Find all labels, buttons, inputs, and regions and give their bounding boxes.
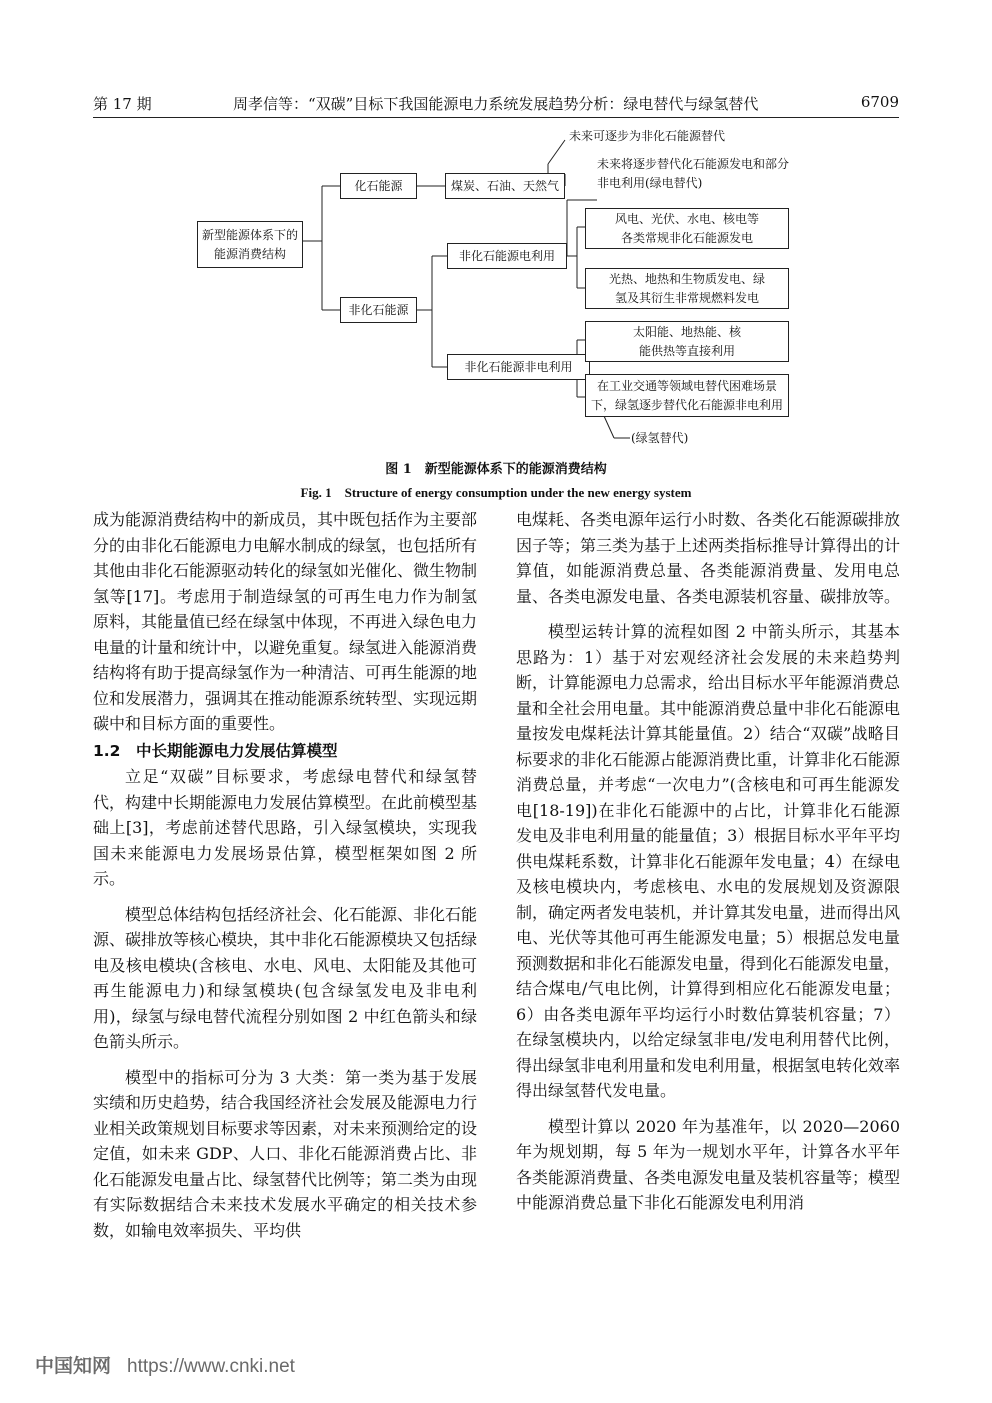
power-unconventional-label: 光热、地热和生物质发电、绿氢及其衍生非常规燃料发电 (608, 271, 765, 305)
note-green-power-replacement: 未来将逐步替代化石能源发电和部分非电利用(绿电替代) (597, 157, 790, 190)
note-green-hydrogen: (绿氢替代) (631, 431, 689, 445)
header-rule (93, 117, 899, 118)
fossil-items-node (445, 173, 565, 199)
right-paragraph-1: 电煤耗、各类电源年运行小时数、各类化石能源碳排放因子等；第三类为基于上述两类指标推导计算得出的计算值，如能源消费总量、各类能源消费量、发用电总量、各类电源发电量、各类电源装机容量、碳排放等。 (516, 510, 901, 606)
nonpower-direct-node (585, 321, 789, 362)
nonpower-use-label: 非化石能源非电利用 (464, 359, 573, 374)
nonfossil-label: 非化石能源 (348, 302, 409, 317)
right-column (516, 507, 900, 1216)
figure-caption-cn: 图 1 新型能源体系下的能源消费结构 (385, 462, 607, 477)
left-paragraph-4: 模型中的指标可分为 3 大类：第一类为基于发展实绩和历史趋势，结合我国经济社会发展及能源电力行业相关政策规划目标要求等因素，对未来预测给定的设定值，如未来 GDP、人口、非化石能源消费占比、非化石能源发电量占比、绿氢替代比例等；第二类为由现有实际数据结合未来技术发展水平确定的相关技术参数，如输电效率损失、平均供 (93, 1067, 478, 1240)
running-header (93, 93, 899, 115)
figure-connectors (0, 120, 992, 460)
power-conventional-node (585, 208, 789, 249)
left-paragraph-1: 成为能源消费结构中的新成员，其中既包括作为主要部分的由非化石能源电力电解水制成的绿氢，也包括所有其他由非化石能源驱动转化的绿氢如光催化、微生物制氢等[17]。考虑用于制造绿氢的可再生电力作为制氢原料，其能量值已经在绿氢中体现，不再进入绿色电力电量的计量和统计中，以避免重复。绿氢进入能源消费结构将有助于提高绿氢作为一种清洁、可再生能源的地位和发展潜力，强调其在推动能源系统转型、实现远期碳中和目标方面的重要性。 (93, 510, 478, 733)
power-use-label: 非化石能源电利用 (458, 248, 555, 263)
left-paragraph-2: 立足“双碳”目标要求，考虑绿电替代和绿氢替代，构建中长期能源电力发展估算模型。在此前模型基础上[3]，考虑前述替代思路，引入绿氢模块，实现我国未来能源电力发展场景估算，模型框架如图 2 所示。 (93, 767, 478, 888)
power-conventional-label: 风电、光伏、水电、核电等各类常规非化石能源发电 (614, 211, 759, 245)
figure-1 (0, 120, 992, 460)
nonpower-use-node (447, 354, 590, 380)
fossil-label: 化石能源 (354, 178, 403, 193)
watermark-site: 中国知网 (35, 1355, 112, 1377)
figure-caption-en: Fig. 1 Structure of energy consumption under the new energy system (300, 485, 692, 500)
left-paragraph-3: 模型总体结构包括经济社会、化石能源、非化石能源、碳排放等核心模块，其中非化石能源模块又包括绿电及核电模块(含核电、水电、风电、太阳能及其他可再生能源电力)和绿氢模块(包含绿氢发电及非电利用)，绿氢与绿电替代流程分别如图 2 中红色箭头和绿色箭头所示。 (93, 904, 478, 1051)
left-column (93, 507, 477, 1243)
issue-number: 第 17 期 (93, 95, 152, 113)
page-number: 6709 (860, 93, 899, 111)
nonpower-hydrogen-label: 在工业交通等领域电替代困难场景下，绿氢逐步替代化石能源非电利用 (590, 378, 783, 412)
right-paragraph-2: 模型运转计算的流程如图 2 中箭头所示，其基本思路为：1）基于对宏观经济社会发展的未来趋势判断，计算能源电力总需求，给出目标水平年能源消费总量和全社会用电量。其中能源消费总量中非化石能源电量按发电煤耗法计算其能量值。2）结合“双碳”战略目标要求的非化石能源占能源消费比重，计算非化石能源消费总量，并考虑“一次电力”(含核电和可再生能源发电[18-19])在非化石能源中的占比，计算非化石能源发电及非电利用量的能量值；3）根据目标水平年平均供电煤耗系数，计算非化石能源年发电量；4）在绿电及核电模块内，考虑核电、水电的发展规划及资源限制，确定两者发电装机，并计算其发电量，进而得出风电、光伏等其他可再生能源发电量；5）根据总发电量预测数据和非化石能源发电量，得到化石能源发电量，结合煤电/气电比例，计算得到相应化石能源发电量；6）由各类电源年平均运行小时数估算装机容量；7）在绿氢模块内，以给定绿氢非电/发电利用替代比例，得出绿氢非电利用量和发电利用量，根据氢电转化效率得出绿氢替代发电量。 (516, 622, 901, 1100)
nonfossil-node (340, 297, 417, 323)
nonpower-direct-label: 太阳能、地热能、核能供热等直接利用 (632, 324, 741, 358)
nonpower-hydrogen-node (585, 374, 789, 417)
right-paragraph-3: 模型计算以 2020 年为基准年，以 2020—2060 年为规划期，每 5 年为一规划水平年，计算各水平年各类能源消费量、各类电源发电量及装机容量等；模型中能源消费总量下非化石能源发电利用消 (516, 1116, 901, 1212)
watermark-url[interactable]: https://www.cnki.net (127, 1356, 295, 1377)
root-label: 新型能源体系下的能源消费结构 (201, 227, 298, 261)
running-title: 周孝信等：“双碳”目标下我国能源电力系统发展趋势分析：绿电替代与绿氢替代 (233, 95, 759, 113)
cnki-watermark (35, 1351, 295, 1378)
fossil-node (340, 173, 417, 199)
section-heading: 1.2 中长期能源电力发展估算模型 (93, 741, 338, 760)
note-fossil-replaceable: 未来可逐步为非化石能源替代 (569, 129, 726, 143)
root-node (197, 221, 303, 268)
power-use-node (447, 243, 567, 269)
fossil-items-label: 煤炭、石油、天然气 (450, 178, 559, 193)
power-unconventional-node (585, 268, 789, 309)
